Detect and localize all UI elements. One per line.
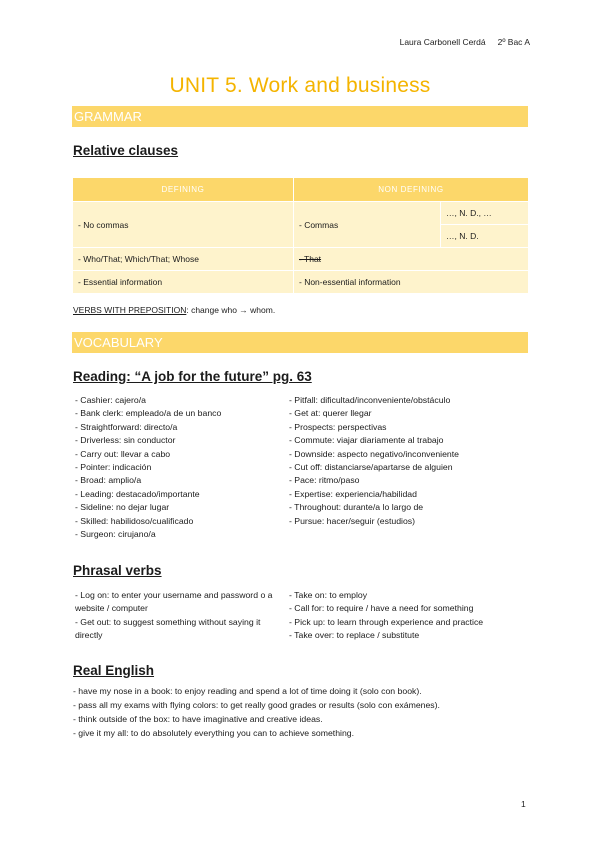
author-name: Laura Carbonell Cerdá: [399, 37, 486, 47]
list-item: - Take on: to employ: [289, 590, 368, 600]
list-item: - think outside of the box: to have imaginative and creative ideas.: [73, 714, 323, 725]
list-item: - Skilled: habilidoso/cualificado: [75, 515, 194, 526]
page-number: 1: [521, 799, 526, 809]
relative-clauses-table: [72, 177, 529, 294]
list-item: - Bank clerk: empleado/a de un banco: [75, 408, 222, 419]
list-item: - Pitfall: dificultad/inconveniente/obstáculo: [289, 395, 451, 405]
phrasal-list-left: [75, 589, 275, 643]
cell-example-2: …, N. D.: [441, 225, 529, 248]
header-non-defining: NON DEFINING: [294, 178, 529, 202]
vocabulary-section-bar: VOCABULARY: [72, 332, 528, 353]
cell-non-defining-commas: - Commas: [294, 202, 441, 248]
list-item: - Get at: querer llegar: [289, 408, 372, 419]
verbs-preposition-note: [73, 305, 275, 315]
list-item: - pass all my exams with flying colors: to get really good grades or results (solo con exámenes).: [73, 700, 440, 711]
phrasal-verbs-heading: Phrasal verbs: [73, 563, 162, 578]
list-item: - give it my all: to do absolutely everything you can to achieve something.: [73, 728, 355, 739]
real-english-heading: Real English: [73, 663, 155, 678]
list-item: - Call for: to require / have a need for something: [289, 603, 474, 614]
relative-clauses-heading: Relative clauses: [73, 143, 179, 158]
list-item: - Leading: destacado/importante: [75, 488, 200, 499]
list-item: - Prospects: perspectivas: [289, 421, 387, 432]
list-item: - Downside: aspecto negativo/inconveniente: [289, 448, 459, 459]
list-item: - have my nose in a book: to enjoy reading and spend a lot of time doing it (solo con book).: [73, 686, 422, 696]
phrasal-list-right: [289, 589, 483, 643]
list-item: - Get out: to suggest something without saying it directly: [75, 616, 261, 641]
cell-example-1: …, N. D., …: [441, 202, 529, 225]
list-item: - Driverless: sin conductor: [75, 435, 176, 446]
list-item: - Log on: to enter your username and password o a website / computer: [75, 590, 273, 614]
list-item: - Pursue: hacer/seguir (estudios): [289, 515, 416, 526]
list-item: - Pointer: indicación: [75, 462, 152, 473]
list-item: - Expertise: experiencia/habilidad: [289, 488, 417, 499]
reading-list-right: [289, 394, 459, 528]
cell-defining-pronouns: - Who/That; Which/That; Whose: [73, 248, 294, 271]
list-item: - Surgeon: cirujano/a: [75, 529, 156, 540]
reading-list-left: [75, 394, 221, 541]
header-defining: DEFINING: [73, 178, 294, 202]
cell-non-defining-info: - Non-essential information: [294, 271, 529, 294]
list-item: - Commute: viajar diariamente al trabajo: [289, 435, 444, 446]
list-item: - Throughout: durante/a lo largo de: [289, 502, 424, 513]
list-item: - Pace: ritmo/paso: [289, 475, 360, 486]
list-item: - Sideline: no dejar lugar: [75, 502, 170, 513]
cell-non-defining-pronouns: - That: [294, 248, 529, 271]
list-item: - Pick up: to learn through experience and practice: [289, 616, 484, 627]
cell-defining-commas: - No commas: [73, 202, 294, 248]
list-item: - Cashier: cajero/a: [75, 395, 146, 405]
list-item: - Broad: amplio/a: [75, 475, 142, 486]
page-header: [400, 37, 530, 47]
list-item: - Straightforward: directo/a: [75, 421, 178, 432]
real-english-list: [73, 684, 440, 740]
note-label: VERBS WITH PREPOSITION: [73, 305, 187, 315]
list-item: - Take over: to replace / substitute: [289, 630, 420, 641]
grammar-section-bar: GRAMMAR: [72, 106, 528, 127]
note-text: : change who → whom.: [186, 305, 276, 315]
course-label: 2º Bac A: [497, 37, 530, 47]
reading-heading: Reading: “A job for the future” pg. 63: [73, 369, 312, 384]
list-item: - Carry out: llevar a cabo: [75, 448, 171, 459]
list-item: - Cut off: distanciarse/apartarse de alguien: [289, 462, 453, 473]
page-title: UNIT 5. Work and business: [169, 74, 431, 97]
cell-defining-info: - Essential information: [73, 271, 294, 294]
